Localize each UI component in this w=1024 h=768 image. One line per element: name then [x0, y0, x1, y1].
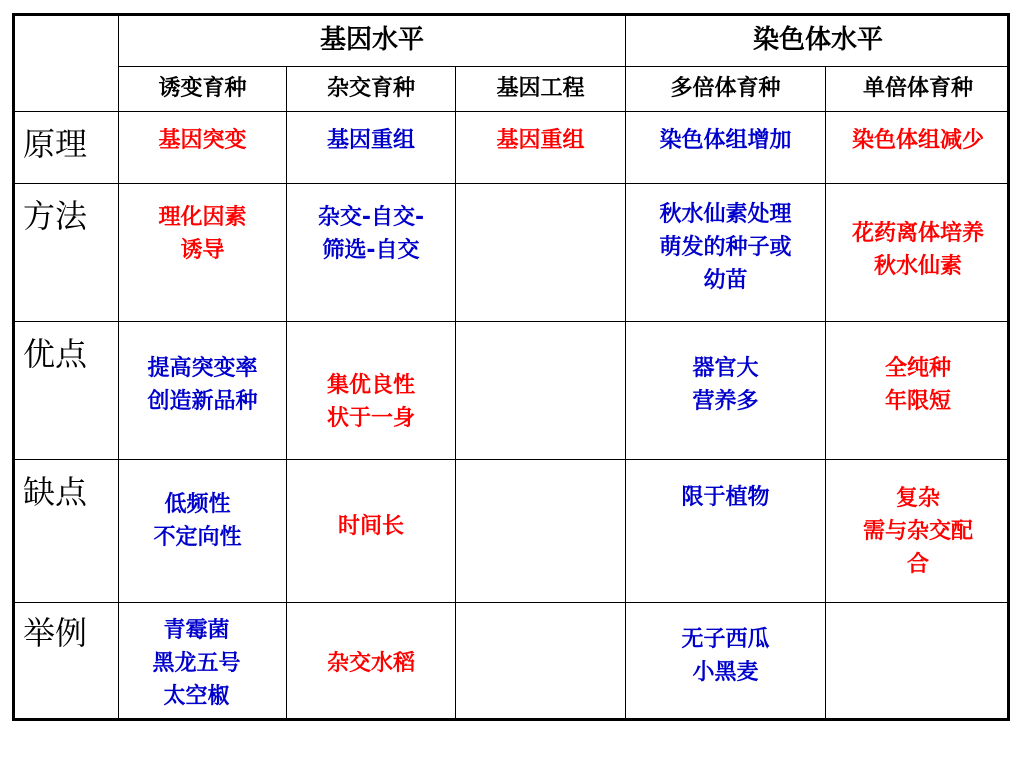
table-cell [626, 184, 826, 322]
cell-text: 低频性 不定向性 [153, 492, 242, 550]
table-cell [119, 322, 287, 460]
header-gene-level [119, 16, 626, 67]
table-cell [287, 603, 456, 721]
cell-text: 器官大 营养多 [692, 356, 759, 414]
header-method-hybrid-text: 杂交育种 [326, 76, 415, 101]
row-label-principle [15, 112, 119, 184]
table-cell [456, 603, 626, 721]
header-chromosome-level-text: 染色体水平 [752, 25, 883, 55]
table-cell [826, 603, 1010, 721]
table-cell [826, 184, 1010, 322]
row-label-method-text: 方法 [23, 197, 88, 235]
header-method-mutation-text: 诱变育种 [158, 76, 247, 101]
cell-text: 花药离体培养 秋水仙素 [851, 221, 984, 279]
header-method-polyploid-text: 多倍体育种 [670, 76, 781, 101]
cell-text: 杂交-自交- 筛选-自交 [317, 205, 425, 263]
header-method-polyploid [626, 67, 826, 112]
row-label-advantage [15, 322, 119, 460]
header-method-mutation [119, 67, 287, 112]
table-cell [119, 112, 287, 184]
header-method-hybrid [287, 67, 456, 112]
cell-text: 染色体组增加 [659, 128, 792, 153]
cell-text: 集优良性 状于一身 [326, 373, 415, 431]
row-label-principle-text: 原理 [23, 125, 88, 163]
corner-cell [15, 16, 119, 112]
row-label-disadvantage [15, 460, 119, 603]
cell-text: 无子西瓜 小黑麦 [681, 627, 770, 685]
cell-text: 染色体组减少 [851, 128, 984, 153]
cell-text: 秋水仙素处理 萌发的种子或 幼苗 [659, 202, 792, 293]
table-cell [826, 112, 1010, 184]
table-cell [626, 322, 826, 460]
table-cell [626, 460, 826, 603]
header-method-genetic-engineering-text: 基因工程 [496, 76, 585, 101]
row-label-advantage-text: 优点 [23, 335, 88, 373]
cell-text: 限于植物 [681, 485, 770, 510]
cell-text: 提高突变率 创造新品种 [147, 356, 258, 414]
row-label-example [15, 603, 119, 721]
cell-text: 时间长 [337, 514, 404, 539]
cell-text: 基因突变 [158, 128, 247, 153]
table-cell [826, 322, 1010, 460]
table-cell [287, 460, 456, 603]
cell-text: 基因重组 [496, 128, 585, 153]
row-label-example-text: 举例 [23, 614, 88, 652]
table-cell [456, 184, 626, 322]
header-gene-level-text: 基因水平 [319, 25, 424, 55]
cell-text: 全纯种 年限短 [884, 356, 951, 414]
row-label-disadvantage-text: 缺点 [23, 473, 88, 511]
table-cell [287, 112, 456, 184]
row-label-method [15, 184, 119, 322]
table-cell [119, 184, 287, 322]
header-method-genetic-engineering [456, 67, 626, 112]
cell-text: 基因重组 [326, 128, 415, 153]
table-cell [287, 184, 456, 322]
cell-text: 理化因素 诱导 [158, 205, 247, 263]
table-cell [456, 460, 626, 603]
table-cell [456, 112, 626, 184]
cell-text: 杂交水稻 [326, 651, 415, 676]
table-cell [119, 460, 287, 603]
table-cell [826, 460, 1010, 603]
table-cell [287, 322, 456, 460]
breeding-methods-table [12, 13, 1010, 721]
table-cell [626, 603, 826, 721]
table-cell [456, 322, 626, 460]
header-chromosome-level [626, 16, 1010, 67]
cell-text: 青霉菌 黑龙五号 太空椒 [152, 618, 241, 709]
header-method-haploid [826, 67, 1010, 112]
table-cell [119, 603, 287, 721]
cell-text: 复杂 需与杂交配 合 [862, 486, 973, 577]
header-method-haploid-text: 单倍体育种 [862, 76, 973, 101]
table-cell [626, 112, 826, 184]
